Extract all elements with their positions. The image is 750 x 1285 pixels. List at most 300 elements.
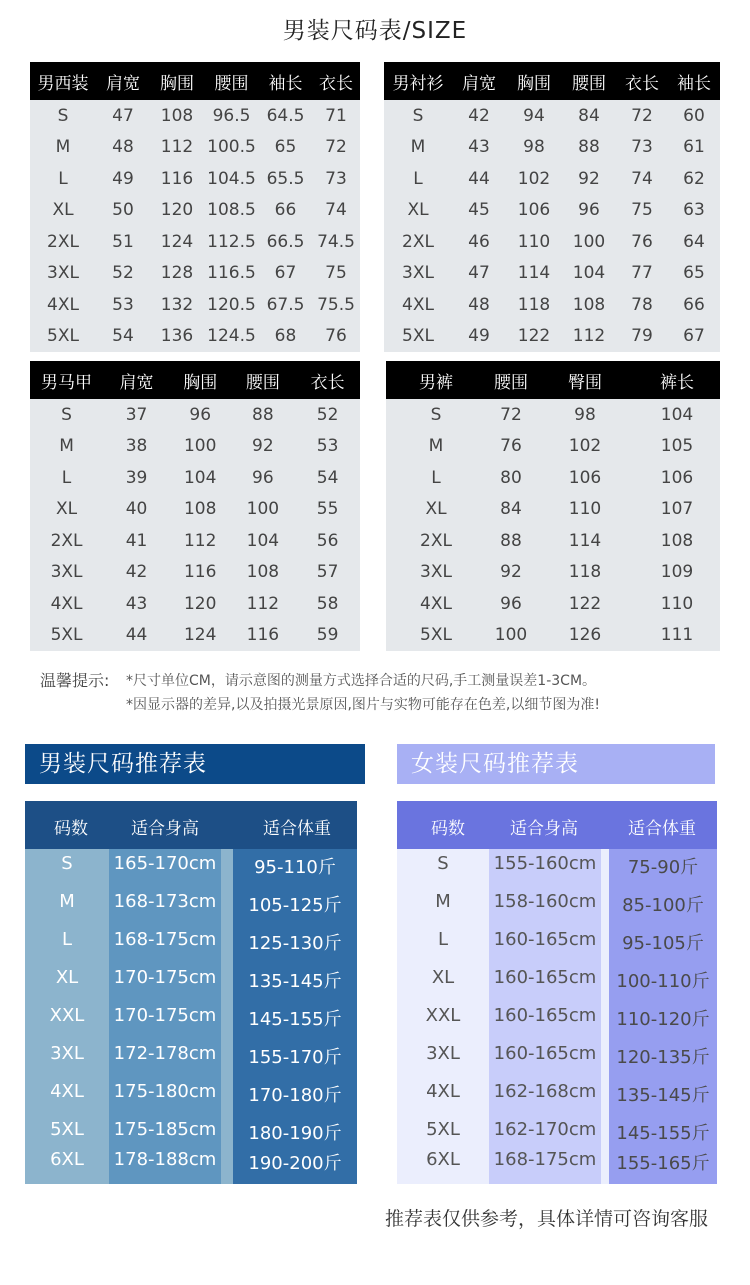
column-header: 男西装 bbox=[30, 62, 96, 100]
measurement-cell: 96 bbox=[578, 200, 600, 221]
size-label-cell: S bbox=[61, 404, 72, 425]
measurement-cell: 61 bbox=[683, 137, 705, 158]
size-cell: 3XL bbox=[426, 1043, 460, 1064]
size-label-cell: XL bbox=[55, 499, 78, 520]
size-cell: XXL bbox=[425, 1005, 461, 1026]
measurement-cell: 120 bbox=[183, 593, 217, 614]
measurement-cell: 43 bbox=[468, 137, 490, 158]
column-header: 腰围 bbox=[204, 62, 259, 100]
measurement-cell: 132 bbox=[160, 294, 194, 315]
measurement-cell: 107 bbox=[660, 499, 694, 520]
weight-cell: 100-110斤 bbox=[616, 971, 710, 992]
column-header: 男裤 bbox=[386, 361, 486, 399]
height-cell: 170-175cm bbox=[113, 1005, 217, 1026]
measurement-cell: 71 bbox=[325, 105, 347, 126]
measurement-cell: 98 bbox=[523, 137, 545, 158]
column-header: 码数 bbox=[431, 819, 465, 839]
measurement-cell: 65.5 bbox=[266, 168, 305, 189]
women-recommendation-title: 女装尺码推荐表 bbox=[397, 744, 715, 784]
table-header-row bbox=[30, 62, 360, 100]
measurement-cell: 128 bbox=[160, 263, 194, 284]
column-header: 袖长 bbox=[259, 62, 312, 100]
measurement-cell: 108.5 bbox=[207, 200, 256, 221]
measurement-cell: 78 bbox=[631, 294, 653, 315]
measurement-cell: 66.5 bbox=[266, 231, 305, 252]
height-cell: 155-160cm bbox=[493, 853, 597, 874]
table-row bbox=[384, 289, 720, 321]
size-label-cell: 4XL bbox=[420, 593, 452, 614]
measurement-cell: 65 bbox=[274, 137, 297, 158]
women-recommendation-table bbox=[397, 801, 717, 1184]
measurement-cell: 66 bbox=[274, 200, 297, 221]
size-label-cell: XL bbox=[52, 200, 74, 221]
height-column bbox=[109, 849, 221, 1184]
measurement-cell: 52 bbox=[112, 263, 134, 284]
measurement-cell: 49 bbox=[112, 168, 134, 189]
measurement-cell: 108 bbox=[660, 530, 694, 551]
measurement-cell: 96 bbox=[500, 593, 522, 614]
measurement-cell: 124 bbox=[183, 625, 217, 646]
measurement-cell: 66 bbox=[683, 294, 705, 315]
column-header: 臀围 bbox=[536, 361, 634, 399]
table-row bbox=[386, 588, 720, 620]
weight-column bbox=[609, 849, 717, 1184]
measurement-cell: 45 bbox=[468, 200, 490, 221]
table-header-row bbox=[386, 361, 720, 399]
measurement-cell: 112 bbox=[246, 593, 280, 614]
weight-column bbox=[233, 849, 357, 1184]
measurement-cell: 67 bbox=[274, 263, 297, 284]
size-cell: 6XL bbox=[426, 1149, 460, 1170]
measurement-cell: 42 bbox=[125, 562, 148, 583]
measurement-cell: 59 bbox=[316, 625, 339, 646]
table-row bbox=[30, 258, 360, 290]
weight-cell: 95-110斤 bbox=[254, 857, 336, 878]
measurement-cell: 112 bbox=[183, 530, 217, 551]
measurement-cell: 106 bbox=[517, 200, 551, 221]
measurement-cell: 53 bbox=[112, 294, 134, 315]
height-cell: 160-165cm bbox=[493, 1005, 597, 1026]
recommendation-header-row bbox=[25, 801, 357, 849]
table-row bbox=[30, 620, 360, 652]
measurement-cell: 102 bbox=[517, 168, 551, 189]
measurement-cell: 100.5 bbox=[207, 137, 256, 158]
table-row bbox=[30, 195, 360, 227]
column-header: 腰围 bbox=[230, 361, 295, 399]
column-header: 肩宽 bbox=[96, 62, 150, 100]
measurement-cell: 42 bbox=[468, 105, 490, 126]
men-recommendation-table bbox=[25, 801, 357, 1184]
size-label-cell: L bbox=[58, 168, 68, 189]
measurement-cell: 92 bbox=[500, 562, 522, 583]
measurement-cell: 43 bbox=[125, 593, 148, 614]
column-header: 男马甲 bbox=[30, 361, 103, 399]
table-row bbox=[30, 399, 360, 431]
measurement-cell: 38 bbox=[125, 436, 148, 457]
measurement-cell: 76 bbox=[325, 326, 347, 347]
measurement-cell: 88 bbox=[500, 530, 522, 551]
measurement-cell: 110 bbox=[660, 593, 694, 614]
size-label-cell: 3XL bbox=[402, 263, 434, 284]
table-row bbox=[386, 525, 720, 557]
measurement-cell: 124 bbox=[160, 231, 194, 252]
height-cell: 160-165cm bbox=[493, 1043, 597, 1064]
measurement-cell: 122 bbox=[517, 326, 551, 347]
measurement-cell: 57 bbox=[316, 562, 339, 583]
measurement-cell: 96 bbox=[252, 467, 274, 488]
measurement-cell: 50 bbox=[112, 200, 134, 221]
size-label-cell: 5XL bbox=[50, 625, 83, 646]
table-row bbox=[386, 620, 720, 652]
measurement-cell: 116 bbox=[246, 625, 280, 646]
height-cell: 162-170cm bbox=[493, 1119, 597, 1140]
measurement-cell: 72 bbox=[500, 404, 522, 425]
measurement-cell: 94 bbox=[523, 105, 545, 126]
measurement-cell: 88 bbox=[252, 404, 274, 425]
measurement-cell: 74.5 bbox=[317, 231, 355, 252]
size-label-cell: 3XL bbox=[50, 562, 83, 583]
measurement-cell: 75 bbox=[631, 200, 653, 221]
measurement-cell: 68 bbox=[274, 326, 297, 347]
table-row bbox=[30, 132, 360, 164]
measurement-cell: 114 bbox=[517, 263, 551, 284]
weight-cell: 120-135斤 bbox=[616, 1047, 710, 1068]
measurement-cell: 116 bbox=[183, 562, 217, 583]
column-header: 衣长 bbox=[295, 361, 360, 399]
size-label-cell: M bbox=[59, 436, 74, 457]
measurement-cell: 106 bbox=[660, 467, 694, 488]
size-label-cell: 3XL bbox=[47, 263, 79, 284]
size-label-cell: M bbox=[428, 436, 444, 457]
measurement-cell: 100 bbox=[183, 436, 217, 457]
size-label-cell: S bbox=[57, 105, 69, 126]
height-column bbox=[489, 849, 601, 1184]
measurement-cell: 110 bbox=[568, 499, 602, 520]
table-row bbox=[30, 462, 360, 494]
measurement-cell: 96.5 bbox=[212, 105, 251, 126]
measurement-cell: 76 bbox=[500, 436, 522, 457]
measurement-cell: 110 bbox=[517, 231, 551, 252]
size-label-cell: 2XL bbox=[402, 231, 434, 252]
weight-cell: 110-120斤 bbox=[616, 1009, 710, 1030]
table-row bbox=[386, 399, 720, 431]
measurement-cell: 44 bbox=[468, 168, 490, 189]
size-label-cell: 5XL bbox=[420, 625, 452, 646]
table-row bbox=[386, 431, 720, 463]
column-header: 袖长 bbox=[668, 62, 720, 100]
measurement-cell: 54 bbox=[316, 467, 339, 488]
size-label-cell: L bbox=[61, 467, 72, 488]
size-label-cell: 2XL bbox=[420, 530, 452, 551]
table-row bbox=[386, 557, 720, 589]
column-header: 肩宽 bbox=[452, 62, 506, 100]
table-row bbox=[384, 321, 720, 353]
table-header-row bbox=[30, 361, 360, 399]
column-header: 衣长 bbox=[312, 62, 360, 100]
size-cell: 3XL bbox=[50, 1043, 84, 1064]
table-row bbox=[30, 494, 360, 526]
size-label-cell: XL bbox=[425, 499, 447, 520]
table-row bbox=[384, 258, 720, 290]
size-label-cell: 2XL bbox=[47, 231, 79, 252]
measurement-cell: 47 bbox=[468, 263, 490, 284]
measurement-cell: 46 bbox=[468, 231, 490, 252]
size-cell: L bbox=[437, 929, 449, 950]
column-header: 适合身高 bbox=[131, 819, 199, 839]
weight-cell: 75-90斤 bbox=[627, 857, 699, 878]
measurement-cell: 104 bbox=[246, 530, 280, 551]
measurement-cell: 109 bbox=[660, 562, 694, 583]
measurement-cell: 100 bbox=[494, 625, 528, 646]
suit-size-table bbox=[30, 62, 360, 352]
size-cell: S bbox=[437, 853, 449, 874]
measurement-cell: 92 bbox=[252, 436, 274, 457]
column-header: 胸围 bbox=[170, 361, 231, 399]
size-column bbox=[25, 849, 109, 1184]
measurement-cell: 84 bbox=[578, 105, 600, 126]
tips-label: 温馨提示: bbox=[40, 671, 110, 690]
table-row bbox=[384, 100, 720, 132]
measurement-cell: 56 bbox=[316, 530, 339, 551]
column-header: 男衬衫 bbox=[384, 62, 452, 100]
page-title: 男装尺码表/SIZE bbox=[282, 18, 468, 44]
measurement-cell: 108 bbox=[572, 294, 606, 315]
height-cell: 160-165cm bbox=[493, 929, 597, 950]
height-cell: 172-178cm bbox=[113, 1043, 217, 1064]
measurement-cell: 52 bbox=[316, 404, 339, 425]
measurement-cell: 111 bbox=[660, 625, 694, 646]
measurement-cell: 77 bbox=[631, 263, 653, 284]
measurement-cell: 51 bbox=[112, 231, 134, 252]
size-column bbox=[397, 849, 489, 1184]
measurement-cell: 106 bbox=[568, 467, 602, 488]
measurement-cell: 41 bbox=[125, 530, 148, 551]
table-header-row bbox=[384, 62, 720, 100]
measurement-cell: 88 bbox=[578, 137, 600, 158]
weight-cell: 85-100斤 bbox=[622, 895, 704, 916]
pants-size-table bbox=[386, 361, 720, 651]
column-header: 衣长 bbox=[616, 62, 668, 100]
weight-cell: 190-200斤 bbox=[248, 1153, 342, 1174]
measurement-cell: 63 bbox=[683, 200, 705, 221]
size-label-cell: S bbox=[430, 404, 442, 425]
size-label-cell: L bbox=[431, 467, 441, 488]
measurement-cell: 112 bbox=[160, 137, 194, 158]
measurement-cell: 75.5 bbox=[317, 294, 355, 315]
height-cell: 170-175cm bbox=[113, 967, 217, 988]
weight-cell: 125-130斤 bbox=[248, 933, 342, 954]
table-row bbox=[386, 494, 720, 526]
measurement-cell: 116.5 bbox=[207, 263, 256, 284]
measurement-cell: 73 bbox=[631, 137, 653, 158]
measurement-cell: 118 bbox=[568, 562, 602, 583]
table-row bbox=[384, 132, 720, 164]
size-cell: 6XL bbox=[50, 1149, 84, 1170]
measurement-cell: 74 bbox=[325, 200, 347, 221]
measurement-cell: 112 bbox=[572, 326, 606, 347]
column-header: 适合身高 bbox=[510, 819, 578, 839]
size-label-cell: S bbox=[412, 105, 424, 126]
measurement-cell: 48 bbox=[112, 137, 134, 158]
size-cell: L bbox=[61, 929, 73, 950]
measurement-cell: 62 bbox=[683, 168, 705, 189]
table-row bbox=[30, 321, 360, 353]
table-row bbox=[384, 226, 720, 258]
measurement-cell: 64 bbox=[683, 231, 705, 252]
table-row bbox=[386, 462, 720, 494]
size-label-cell: 4XL bbox=[50, 593, 83, 614]
measurement-cell: 100 bbox=[572, 231, 606, 252]
measurement-cell: 39 bbox=[125, 467, 148, 488]
column-header: 裤长 bbox=[634, 361, 720, 399]
measurement-cell: 114 bbox=[568, 530, 602, 551]
shirt-size-table bbox=[384, 62, 720, 352]
measurement-cell: 108 bbox=[160, 105, 194, 126]
tips-line-1: *尺寸单位CM，请示意图的测量方式选择合适的尺码,手工测量误差1-3CM。 bbox=[126, 673, 597, 689]
measurement-cell: 124.5 bbox=[207, 326, 256, 347]
weight-cell: 155-170斤 bbox=[248, 1047, 342, 1068]
height-cell: 168-173cm bbox=[113, 891, 217, 912]
size-cell: 5XL bbox=[426, 1119, 460, 1140]
height-cell: 165-170cm bbox=[113, 853, 217, 874]
measurement-cell: 49 bbox=[468, 326, 490, 347]
table-row bbox=[30, 588, 360, 620]
measurement-cell: 136 bbox=[160, 326, 194, 347]
height-cell: 168-175cm bbox=[113, 929, 217, 950]
weight-cell: 135-145斤 bbox=[616, 1085, 710, 1106]
weight-cell: 105-125斤 bbox=[248, 895, 342, 916]
size-cell: 4XL bbox=[426, 1081, 460, 1102]
height-cell: 160-165cm bbox=[493, 967, 597, 988]
size-label-cell: L bbox=[413, 168, 423, 189]
vest-size-table bbox=[30, 361, 360, 651]
height-cell: 158-160cm bbox=[493, 891, 597, 912]
size-cell: M bbox=[59, 891, 75, 912]
table-row bbox=[30, 431, 360, 463]
size-label-cell: M bbox=[55, 137, 71, 158]
measurement-cell: 72 bbox=[325, 137, 347, 158]
height-cell: 162-168cm bbox=[493, 1081, 597, 1102]
measurement-cell: 37 bbox=[125, 404, 148, 425]
measurement-cell: 75 bbox=[325, 263, 347, 284]
measurement-cell: 74 bbox=[631, 168, 653, 189]
measurement-cell: 102 bbox=[568, 436, 602, 457]
measurement-cell: 55 bbox=[316, 499, 339, 520]
height-cell: 178-188cm bbox=[113, 1149, 217, 1170]
measurement-cell: 104.5 bbox=[207, 168, 256, 189]
measurement-cell: 98 bbox=[574, 404, 596, 425]
measurement-cell: 47 bbox=[112, 105, 134, 126]
measurement-cell: 108 bbox=[246, 562, 280, 583]
measurement-cell: 67 bbox=[683, 326, 705, 347]
table-row bbox=[30, 557, 360, 589]
measurement-cell: 120.5 bbox=[207, 294, 256, 315]
measurement-cell: 120 bbox=[160, 200, 194, 221]
footer-note: 推荐表仅供参考，具体详情可咨询客服 bbox=[384, 1208, 708, 1230]
column-header: 腰围 bbox=[562, 62, 616, 100]
measurement-cell: 105 bbox=[660, 436, 694, 457]
weight-cell: 155-165斤 bbox=[616, 1153, 710, 1174]
size-label-cell: XL bbox=[407, 200, 429, 221]
measurement-cell: 65 bbox=[683, 263, 705, 284]
size-cell: S bbox=[61, 853, 73, 874]
weight-cell: 145-155斤 bbox=[248, 1009, 342, 1030]
measurement-cell: 54 bbox=[112, 326, 134, 347]
measurement-cell: 84 bbox=[500, 499, 522, 520]
size-cell: XXL bbox=[49, 1005, 85, 1026]
table-row bbox=[30, 289, 360, 321]
size-label-cell: 5XL bbox=[47, 326, 79, 347]
size-label-cell: 4XL bbox=[47, 294, 79, 315]
size-cell: M bbox=[435, 891, 451, 912]
measurement-cell: 79 bbox=[631, 326, 653, 347]
weight-cell: 95-105斤 bbox=[622, 933, 704, 954]
recommendation-header-row bbox=[397, 801, 717, 849]
size-label-cell: 3XL bbox=[420, 562, 452, 583]
measurement-cell: 92 bbox=[578, 168, 600, 189]
measurement-cell: 122 bbox=[568, 593, 602, 614]
size-label-cell: M bbox=[410, 137, 426, 158]
measurement-cell: 108 bbox=[183, 499, 217, 520]
measurement-cell: 104 bbox=[183, 467, 217, 488]
measurement-cell: 73 bbox=[325, 168, 347, 189]
table-row bbox=[30, 525, 360, 557]
size-cell: 5XL bbox=[50, 1119, 84, 1140]
measurement-cell: 40 bbox=[125, 499, 148, 520]
measurement-cell: 118 bbox=[517, 294, 551, 315]
height-cell: 175-180cm bbox=[113, 1081, 217, 1102]
height-cell: 168-175cm bbox=[493, 1149, 597, 1170]
measurement-cell: 48 bbox=[468, 294, 490, 315]
measurement-cell: 126 bbox=[568, 625, 602, 646]
measurement-cell: 104 bbox=[572, 263, 606, 284]
column-header: 适合体重 bbox=[263, 819, 331, 839]
table-row bbox=[30, 226, 360, 258]
men-recommendation-title: 男装尺码推荐表 bbox=[25, 744, 365, 784]
measurement-cell: 44 bbox=[125, 625, 148, 646]
measurement-cell: 116 bbox=[160, 168, 194, 189]
measurement-cell: 80 bbox=[500, 467, 522, 488]
column-header: 胸围 bbox=[506, 62, 562, 100]
column-header: 腰围 bbox=[486, 361, 536, 399]
column-header: 胸围 bbox=[150, 62, 204, 100]
measurement-cell: 76 bbox=[631, 231, 653, 252]
measurement-cell: 67.5 bbox=[266, 294, 305, 315]
measurement-cell: 60 bbox=[683, 105, 705, 126]
measurement-cell: 112.5 bbox=[207, 231, 256, 252]
column-header: 肩宽 bbox=[103, 361, 170, 399]
size-cell: 4XL bbox=[50, 1081, 84, 1102]
weight-cell: 170-180斤 bbox=[248, 1085, 342, 1106]
weight-cell: 145-155斤 bbox=[616, 1123, 710, 1144]
column-header: 码数 bbox=[54, 819, 88, 839]
weight-cell: 180-190斤 bbox=[248, 1123, 342, 1144]
column-header: 适合体重 bbox=[628, 819, 696, 839]
size-cell: XL bbox=[431, 967, 455, 988]
measurement-cell: 64.5 bbox=[266, 105, 305, 126]
measurement-cell: 58 bbox=[316, 593, 339, 614]
weight-cell: 135-145斤 bbox=[248, 971, 342, 992]
measurement-cell: 100 bbox=[246, 499, 280, 520]
size-label-cell: 4XL bbox=[402, 294, 434, 315]
table-row bbox=[30, 100, 360, 132]
size-label-cell: 5XL bbox=[402, 326, 434, 347]
table-row bbox=[384, 195, 720, 227]
table-row bbox=[30, 163, 360, 195]
size-cell: XL bbox=[55, 967, 79, 988]
measurement-cell: 53 bbox=[316, 436, 339, 457]
height-cell: 175-185cm bbox=[113, 1119, 217, 1140]
